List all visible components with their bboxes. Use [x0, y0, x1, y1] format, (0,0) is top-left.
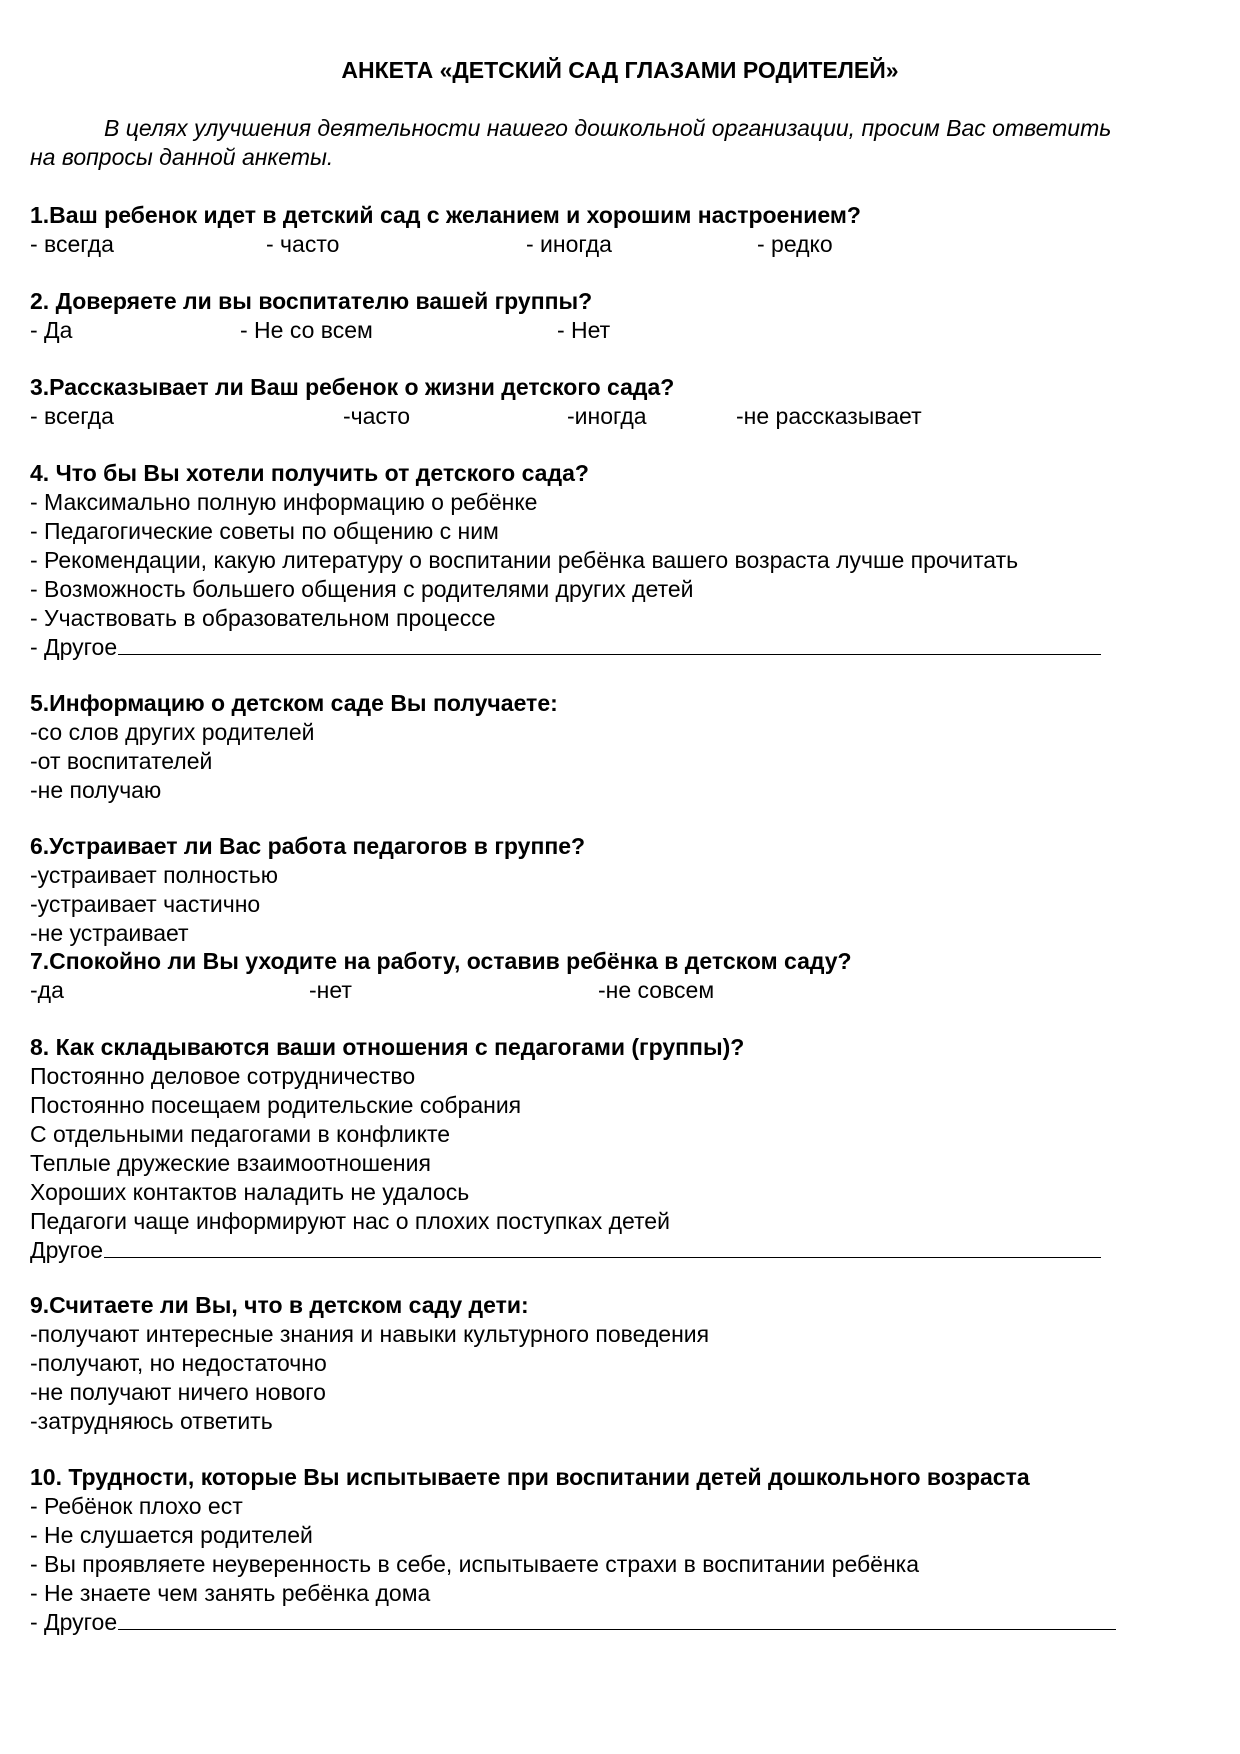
q7-option-no[interactable]: -нет	[309, 977, 352, 1003]
q4-option-5[interactable]: - Участвовать в образовательном процессе	[30, 605, 496, 631]
q5-option-3[interactable]: -не получаю	[30, 777, 162, 803]
q3-option-always[interactable]: - всегда	[30, 403, 114, 429]
q4-other-label: - Другое	[30, 634, 118, 660]
q8-option-other	[30, 1236, 1220, 1265]
q8-option-5[interactable]: Хороших контактов наладить не удалось	[30, 1179, 470, 1205]
q4-option-4[interactable]: - Возможность большего общения с родителями других детей	[30, 576, 694, 602]
q8-option-2[interactable]: Постоянно посещаем родительские собрания	[30, 1092, 522, 1118]
intro-paragraph	[30, 114, 1230, 172]
question-3-options	[30, 402, 1220, 431]
question-8	[30, 1033, 1220, 1265]
question-9	[30, 1291, 1220, 1436]
q8-option-3[interactable]: С отдельными педагогами в конфликте	[30, 1121, 451, 1147]
q2-option-no[interactable]: - Нет	[557, 317, 611, 343]
q8-option-4[interactable]: Теплые дружеские взаимоотношения	[30, 1150, 431, 1176]
q10-option-3[interactable]: - Вы проявляете неуверенность в себе, испытываете страхи в воспитании ребёнка	[30, 1551, 920, 1577]
q5-option-2[interactable]: -от воспитателей	[30, 748, 213, 774]
q9-option-1[interactable]: -получают интересные знания и навыки культурного поведения	[30, 1321, 710, 1347]
question-10	[30, 1463, 1220, 1637]
question-7-options	[30, 976, 1220, 1005]
q8-option-1[interactable]: Постоянно деловое сотрудничество	[30, 1063, 416, 1089]
question-9-text: 9.Считаете ли Вы, что в детском саду дети:	[30, 1292, 529, 1318]
question-1-options	[30, 230, 1220, 259]
q3-option-often[interactable]: -часто	[343, 403, 411, 429]
q9-option-3[interactable]: -не получают ничего нового	[30, 1379, 326, 1405]
question-2-options	[30, 316, 1220, 345]
question-6	[30, 832, 1220, 948]
q8-other-field[interactable]	[104, 1237, 1101, 1258]
q9-option-2[interactable]: -получают, но недостаточно	[30, 1350, 327, 1376]
question-7	[30, 947, 1220, 1005]
q4-option-3[interactable]: - Рекомендации, какую литературу о воспитании ребёнка вашего возраста лучше прочитать	[30, 547, 1019, 573]
question-3-text: 3.Рассказывает ли Ваш ребенок о жизни детского сада?	[30, 374, 675, 400]
q3-option-sometimes[interactable]: -иногда	[567, 403, 647, 429]
q6-option-1[interactable]: -устраивает полностью	[30, 862, 278, 888]
q4-other-field[interactable]	[118, 634, 1101, 655]
q10-other-label: - Другое	[30, 1609, 118, 1635]
question-4-text: 4. Что бы Вы хотели получить от детского сада?	[30, 460, 589, 486]
q2-option-not-fully[interactable]: - Не со всем	[240, 317, 373, 343]
q10-other-field[interactable]	[118, 1609, 1116, 1630]
q10-option-1[interactable]: - Ребёнок плохо ест	[30, 1493, 243, 1519]
intro-line-1: В целях улучшения деятельности нашего дошкольной организации, просим Вас ответить	[104, 115, 1112, 141]
question-6-text: 6.Устраивает ли Вас работа педагогов в группе?	[30, 833, 586, 859]
q9-option-4[interactable]: -затрудняюсь ответить	[30, 1408, 273, 1434]
q4-option-2[interactable]: - Педагогические советы по общению с ним	[30, 518, 499, 544]
question-2-text: 2. Доверяете ли вы воспитателю вашей группы?	[30, 288, 593, 314]
question-3	[30, 373, 1220, 431]
question-4	[30, 459, 1220, 662]
q8-option-6[interactable]: Педагоги чаще информируют нас о плохих поступках детей	[30, 1208, 670, 1234]
q3-option-does-not-tell[interactable]: -не рассказывает	[736, 403, 922, 429]
intro-line-2: на вопросы данной анкеты.	[30, 144, 334, 170]
q1-option-rarely[interactable]: - редко	[757, 231, 833, 257]
q1-option-often[interactable]: - часто	[266, 231, 340, 257]
question-10-text: 10. Трудности, которые Вы испытываете при воспитании детей дошкольного возраста	[30, 1464, 1030, 1490]
q8-other-label: Другое	[30, 1237, 104, 1263]
question-5	[30, 689, 1220, 805]
q10-option-other	[30, 1608, 1220, 1637]
q6-option-3[interactable]: -не устраивает	[30, 920, 189, 946]
question-7-text: 7.Спокойно ли Вы уходите на работу, оставив ребёнка в детском саду?	[30, 948, 852, 974]
page-title: АНКЕТА «ДЕТСКИЙ САД ГЛАЗАМИ РОДИТЕЛЕЙ»	[341, 57, 899, 83]
q5-option-1[interactable]: -со слов других родителей	[30, 719, 315, 745]
question-1	[30, 201, 1220, 259]
q4-option-other	[30, 633, 1220, 662]
q6-option-2[interactable]: -устраивает частично	[30, 891, 261, 917]
q4-option-1[interactable]: - Максимально полную информацию о ребёнке	[30, 489, 538, 515]
q1-option-always[interactable]: - всегда	[30, 231, 114, 257]
question-2	[30, 287, 1220, 345]
question-1-text: 1.Ваш ребенок идет в детский сад с желанием и хорошим настроением?	[30, 202, 861, 228]
q7-option-not-quite[interactable]: -не совсем	[598, 977, 715, 1003]
question-8-text: 8. Как складываются ваши отношения с педагогами (группы)?	[30, 1034, 745, 1060]
q7-option-yes[interactable]: -да	[30, 977, 64, 1003]
question-5-text: 5.Информацию о детском саде Вы получаете:	[30, 690, 558, 716]
q10-option-2[interactable]: - Не слушается родителей	[30, 1522, 313, 1548]
q10-option-4[interactable]: - Не знаете чем занять ребёнка дома	[30, 1580, 431, 1606]
q2-option-yes[interactable]: - Да	[30, 317, 73, 343]
q1-option-sometimes[interactable]: - иногда	[526, 231, 612, 257]
